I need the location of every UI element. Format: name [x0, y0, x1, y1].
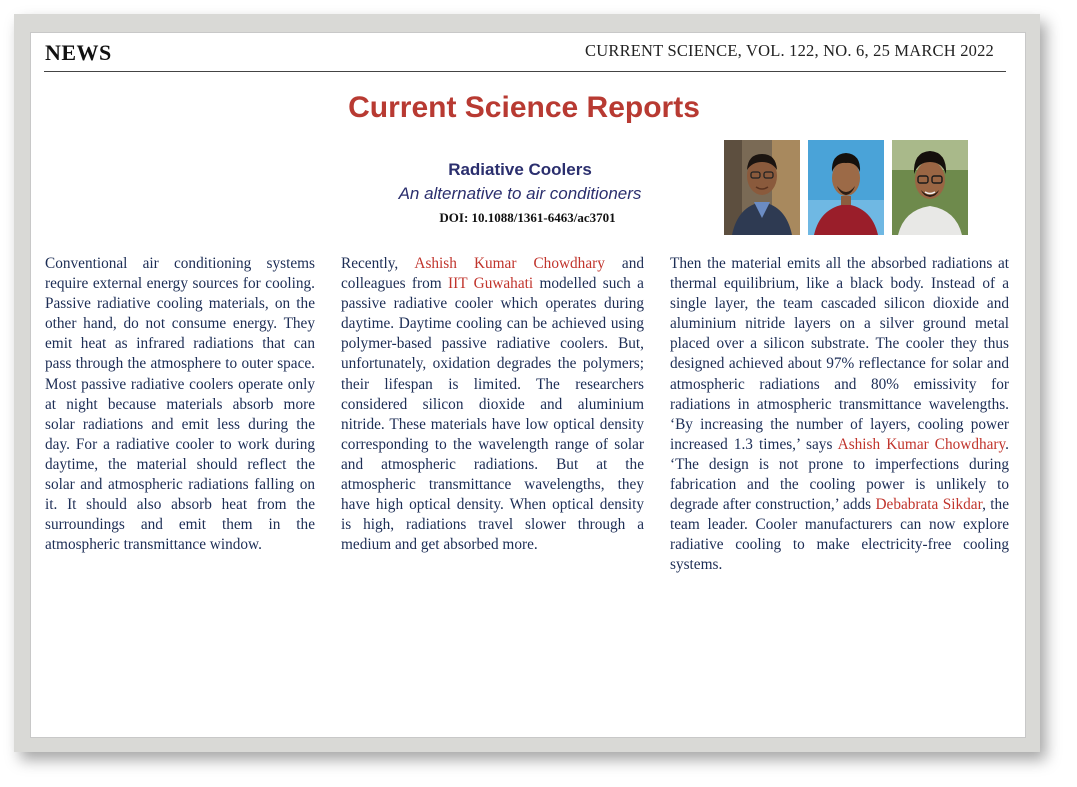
person-3-portrait — [892, 140, 968, 235]
column-3-text: . ‘The design is not prone to imperfections during fabrication and the cooling power is unlikely to degrade after construction,’ adds — [670, 435, 1009, 514]
team-leader-name: Debabrata Sikdar — [875, 496, 983, 514]
body-column-1: Conventional air conditioning systems require external energy sources for cooling. Passive radiative cooling materials, on the other hand, do not consume energy. They emit heat as infrared radiations that can pass through the atmosphere to outer space. Most passive radiative coolers operate only at night because materials absorb more solar radiations and emit less during the day. For a radiative cooler to work during daytime, the material should reflect the solar and atmospheric radiations falling on it. It should also absorb heat from the surroundings and emit them in the atmospheric transmittance window. — [45, 255, 315, 554]
person-2-portrait — [808, 140, 884, 235]
body-column-2 — [341, 254, 644, 555]
body-column-3 — [670, 254, 1009, 576]
article-subtitle: An alternative to air conditioners — [398, 184, 642, 203]
person-photo-3 — [892, 140, 968, 235]
article-title: Radiative Coolers — [448, 160, 592, 179]
person-1-portrait — [724, 140, 800, 235]
journal-citation: CURRENT SCIENCE, VOL. 122, NO. 6, 25 MARCH 2022 — [585, 41, 994, 60]
column-2-text: and colleagues from — [341, 255, 644, 293]
article-doi: DOI: 10.1088/1361-6463/ac3701 — [439, 210, 616, 225]
section-label: NEWS — [45, 40, 112, 65]
institution-name: IIT Guwahati — [448, 275, 534, 293]
author-name-link: Ashish Kumar Chowdhary — [837, 435, 1006, 453]
column-3-text: Then the material emits all the absorbed radiations at thermal equilibrium, like a black body. Instead of a single layer, the team cascaded silicon dioxide and aluminium nitride layers on a silver ground metal placed over a silicon substrate. The cooler they thus designed achieved about 97% reflectance for solar and atmospheric radiations and 80% emissivity for radiations in atmospheric transmittance wavelengths. ‘By increasing the number of layers, cooling power increased 1.3 times,’ says — [670, 255, 1009, 453]
column-2-text: Recently, — [341, 255, 415, 272]
person-photo-2 — [808, 140, 884, 235]
column-2-text: modelled such a passive radiative cooler which operates during daytime. Daytime cooling can be achieved using polymer-based passive radiative coolers. But, unfortunately, oxidation degrades the polymers; their lifespan is limited. The researchers considered silicon dioxide and aluminium nitride. These materials have low optical density corresponding to the wavelength range of solar and atmospheric radiations. But at the atmospheric transmittance wavelengths, they have high optical density. When optical density is high, radiations travel slower through a medium and get absorbed more. — [341, 275, 644, 554]
person-photo-1 — [724, 140, 800, 235]
header-divider — [44, 71, 1006, 72]
author-name-link: Ashish Kumar Chowdhary — [414, 255, 605, 272]
column-3-text: , the team leader. Cooler manufacturers can now explore radiative cooling to make electricity-free cooling systems. — [670, 496, 1009, 574]
banner-title: Current Science Reports — [348, 91, 700, 124]
